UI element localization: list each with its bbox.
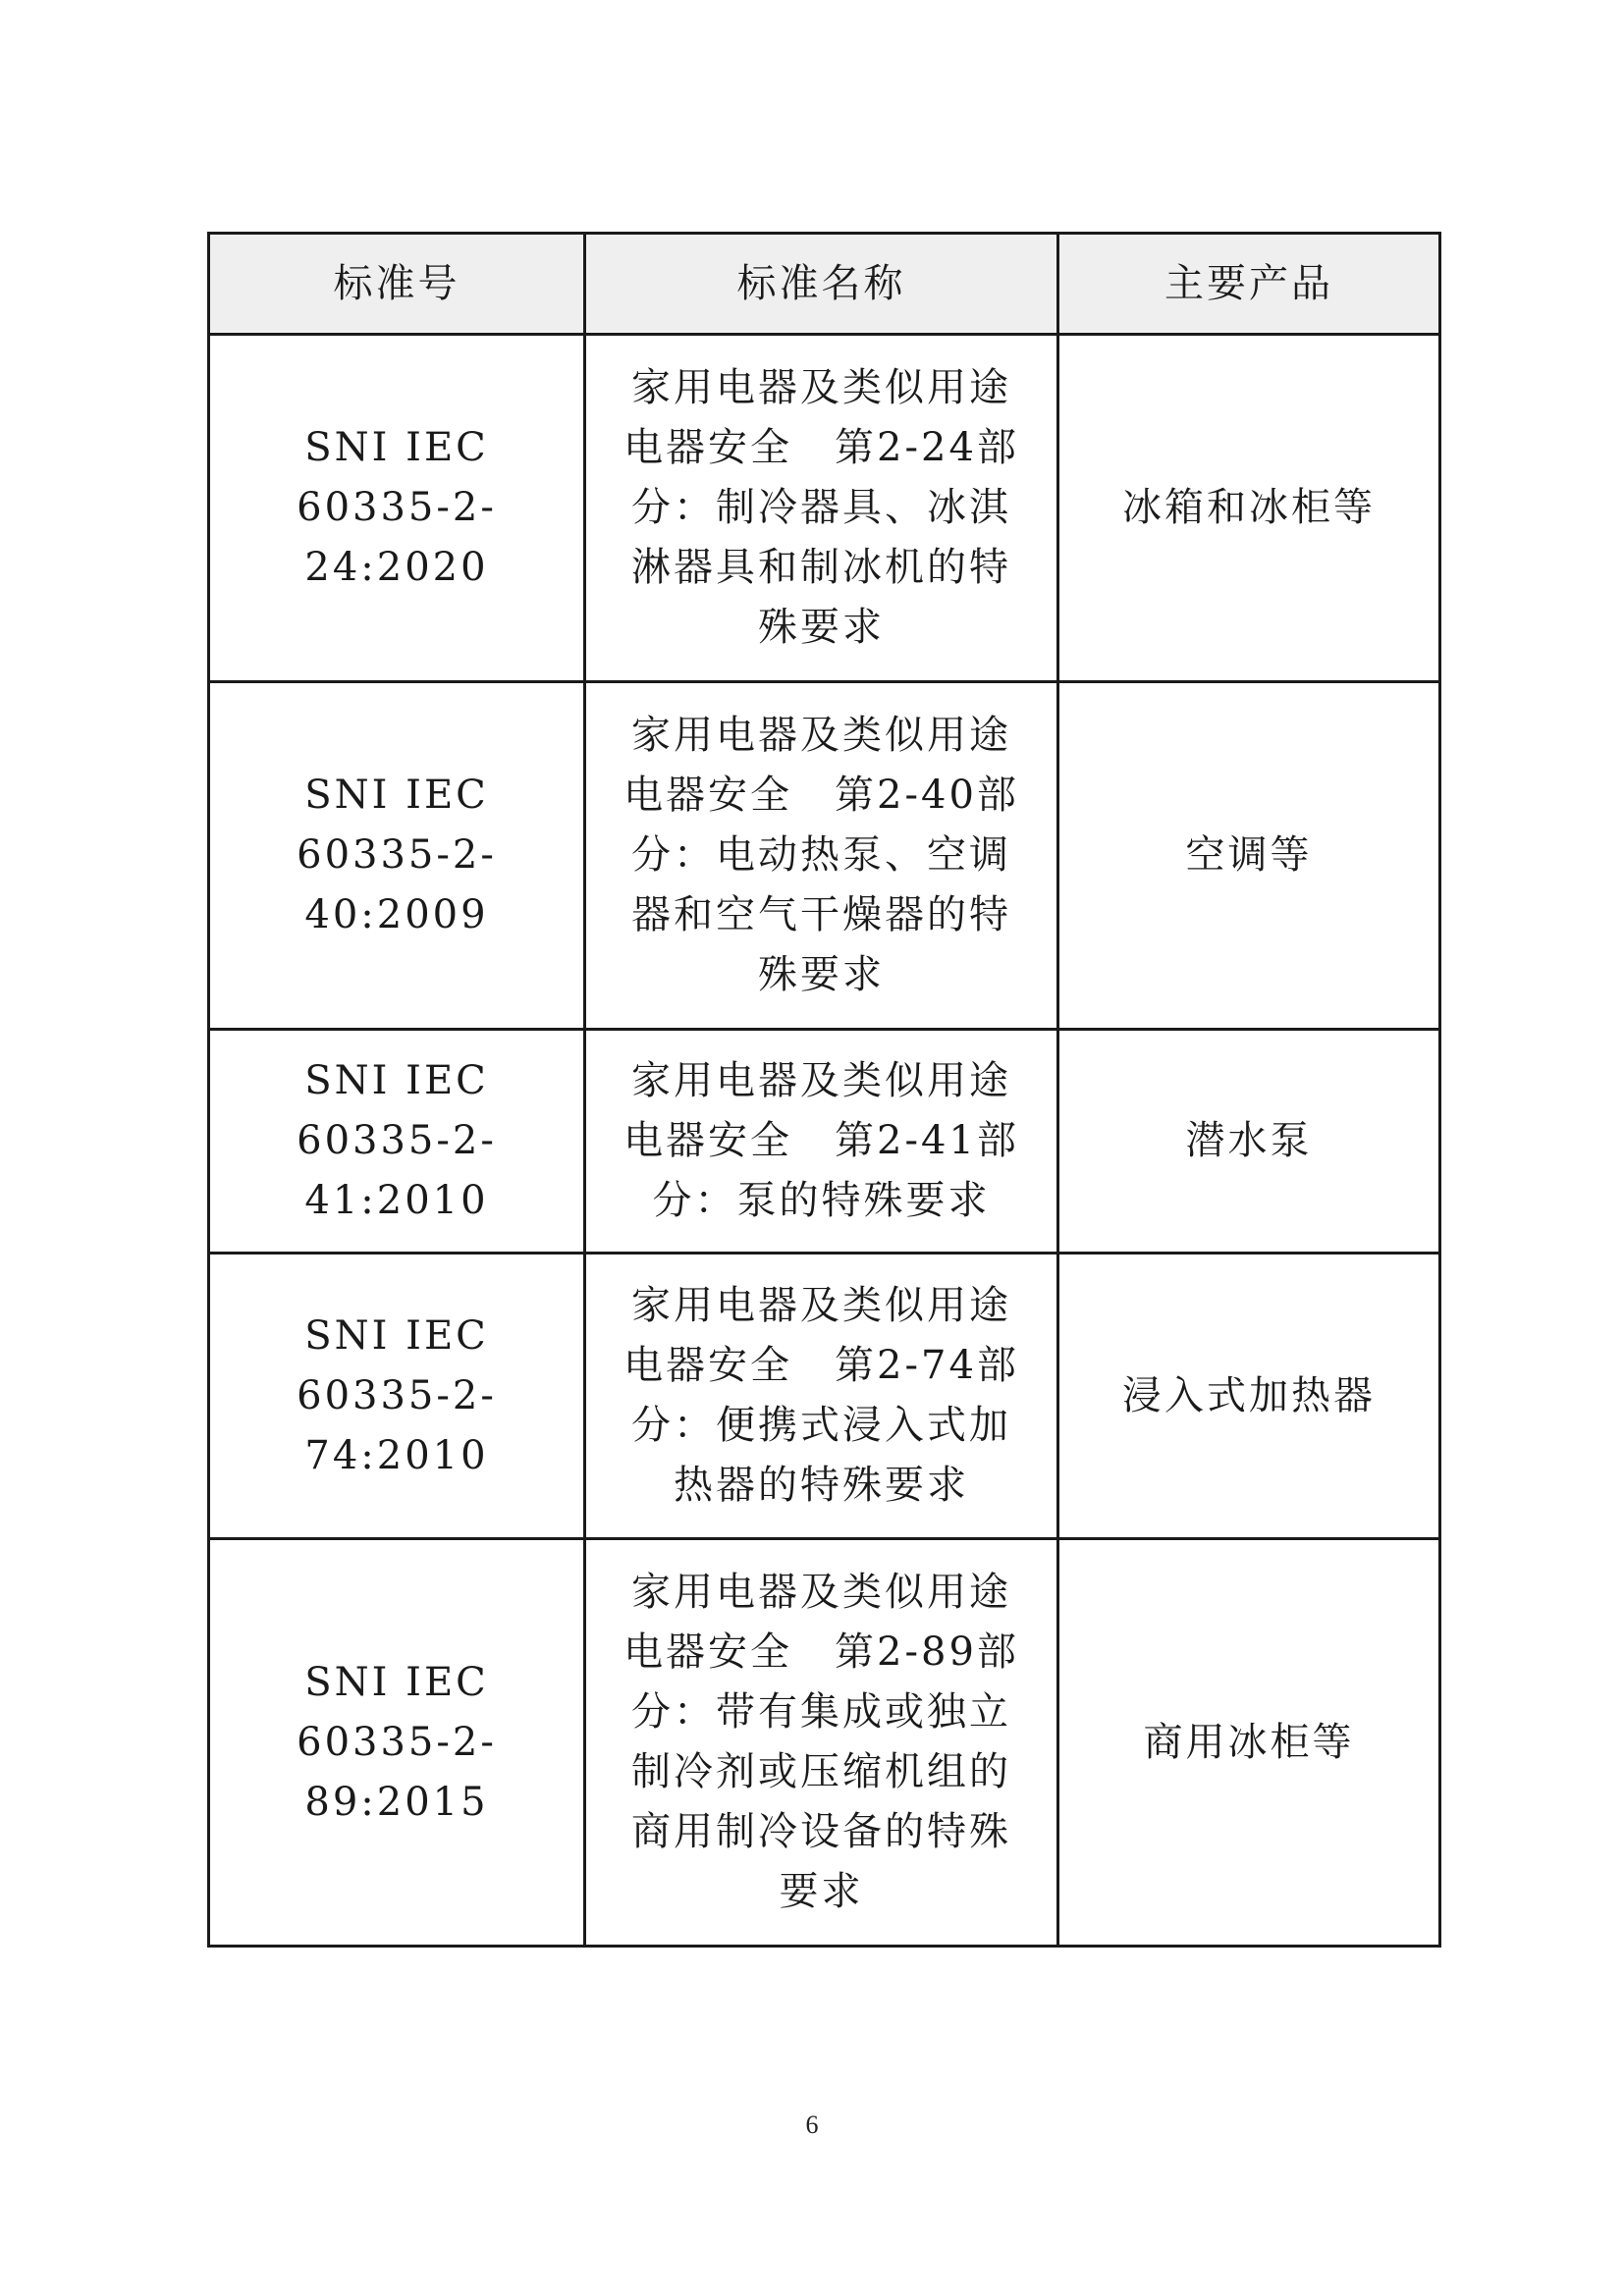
standard-number-cell xyxy=(209,335,585,682)
standard-number-line: SNI IEC xyxy=(304,773,489,818)
standard-number-line: SNI IEC xyxy=(304,1659,489,1705)
header-standard-number: 标准号 xyxy=(209,234,585,335)
standard-number-line: SNI IEC xyxy=(304,1312,489,1359)
table-row xyxy=(209,682,1440,1030)
standard-number-line: 60335-2-24:2020 xyxy=(297,485,497,590)
standard-number-line: 60335-2-40:2009 xyxy=(297,832,497,937)
main-product-cell: 浸入式加热器 xyxy=(1058,1254,1440,1539)
standard-number-cell xyxy=(209,1539,585,1947)
table-row xyxy=(209,1030,1440,1254)
standard-name-cell: 家用电器及类似用途电器安全 第2-40部分：电动热泵、空调器和空气干燥器的特殊要求 xyxy=(585,682,1058,1030)
standard-number-cell xyxy=(209,1254,585,1539)
header-main-products: 主要产品 xyxy=(1058,234,1440,335)
table-row xyxy=(209,1539,1440,1947)
standards-table xyxy=(207,232,1441,1948)
main-product-cell: 空调等 xyxy=(1058,682,1440,1030)
main-product-cell: 商用冰柜等 xyxy=(1058,1539,1440,1947)
standard-number-cell xyxy=(209,1030,585,1254)
main-product-cell: 潜水泵 xyxy=(1058,1030,1440,1254)
standard-number-line: 60335-2-89:2015 xyxy=(297,1719,497,1825)
header-standard-name: 标准名称 xyxy=(585,234,1058,335)
main-product-cell: 冰箱和冰柜等 xyxy=(1058,335,1440,682)
standard-number-line: 60335-2-74:2010 xyxy=(297,1372,497,1478)
standard-number-line: SNI IEC xyxy=(304,425,489,470)
standard-name-cell: 家用电器及类似用途电器安全 第2-89部分：带有集成或独立制冷剂或压缩机组的商用制冷设备的特殊要求 xyxy=(585,1539,1058,1947)
standard-name-cell: 家用电器及类似用途电器安全 第2-24部分：制冷器具、冰淇淋器具和制冰机的特殊要求 xyxy=(585,335,1058,682)
page-number: 6 xyxy=(805,2110,819,2139)
standard-name-cell: 家用电器及类似用途电器安全 第2-41部分：泵的特殊要求 xyxy=(585,1030,1058,1254)
standard-number-cell xyxy=(209,682,585,1030)
standard-number-line: 60335-2-41:2010 xyxy=(297,1118,497,1223)
table-row xyxy=(209,1254,1440,1539)
table-row xyxy=(209,335,1440,682)
table-header-row xyxy=(209,234,1440,335)
standard-name-cell: 家用电器及类似用途电器安全 第2-74部分：便携式浸入式加热器的特殊要求 xyxy=(585,1254,1058,1539)
standard-number-line: SNI IEC xyxy=(304,1058,489,1103)
